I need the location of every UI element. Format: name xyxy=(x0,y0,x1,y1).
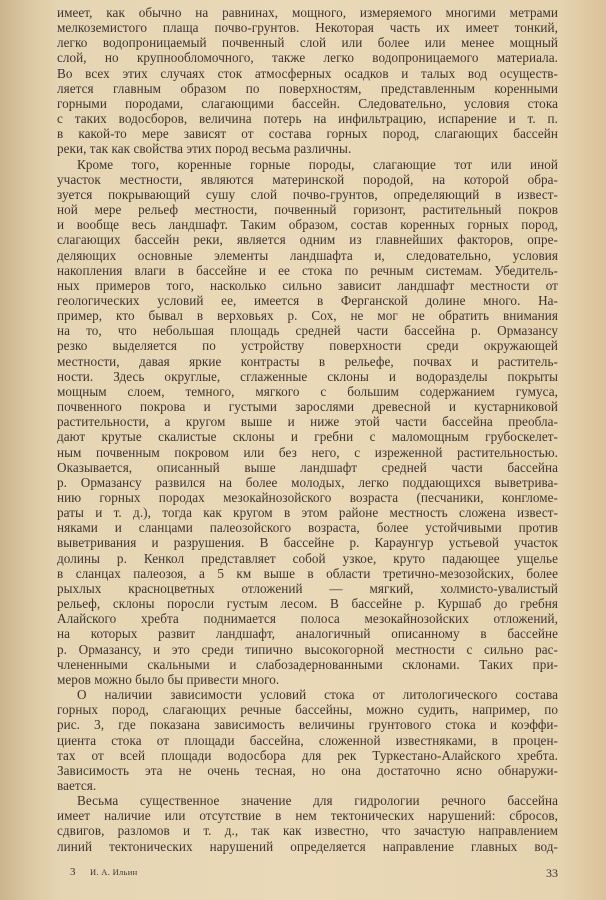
text-line: горными породами, слагающими бассейн. Следовательно, условия стока xyxy=(57,95,558,111)
text-line: ным почвенным покровом или без него, с изреженной растительностью. xyxy=(57,444,558,460)
text-line: Оказывается, описанный выше ландшафт средней части бассейна xyxy=(57,459,558,475)
text-line: долины р. Кенкол представляет собой узкое, круто падающее ущелье xyxy=(57,550,558,566)
text-line: Во всех этих случаях сток атмосферных осадков и талых вод осуществ- xyxy=(57,65,558,81)
text-line: накопления влаги в бассейне и ее стока по речным системам. Убедитель- xyxy=(57,262,558,278)
page-footer xyxy=(70,866,558,882)
text-line: меров можно было бы привести много. xyxy=(57,671,280,687)
text-line: с таких водосборов, величина потерь на инфильтрацию, испарение и т. п. xyxy=(57,111,558,127)
text-line: местности, давая яркие контрасты в рельефе, почвах и раститель- xyxy=(57,353,558,369)
text-line: рыхлых красноцветных отложений — мягкий, холмисто-увалистый xyxy=(57,580,558,596)
text-line: слагающих бассейн реки, является одним из главнейших факторов, опре- xyxy=(57,232,558,248)
paragraph xyxy=(57,687,558,793)
page-number: 33 xyxy=(546,866,558,880)
text-line: на которых развит ландшафт, аналогичный описанному в бассейне xyxy=(57,626,558,642)
text-line: растительности, а кругом выше и ниже этой части бассейна преобла- xyxy=(57,414,558,430)
author-name: И. А. Ильин xyxy=(90,867,138,877)
text-line: выветривания и разрушения. В бассейне р. Караунгур устьевой участок xyxy=(57,535,558,551)
text-line: сдвигов, разломов и т. д., так как известно, что зачастую направлением xyxy=(57,823,558,839)
paragraph xyxy=(57,793,558,854)
text-line: О наличии зависимости условий стока от литологического состава xyxy=(77,687,558,703)
signature-mark: 3 xyxy=(70,866,76,878)
text-line: члененными скальными и слабозадернованными склонами. Таких при- xyxy=(57,656,558,672)
text-line: геологических условий ее, имеется в Ферганской долине много. На- xyxy=(57,292,558,308)
paragraph xyxy=(57,5,558,157)
text-line: ной мере рельеф местности, почвенный горизонт, растительный покров xyxy=(57,202,558,218)
text-line: на то, что небольшая площадь средней части бассейна р. Ормазансу xyxy=(57,323,558,339)
text-line: зуется покрывающий сушу слой почво-грунтов, определяющий в извест- xyxy=(57,186,558,202)
text-line: почвенного покрова и густыми зарослями древесной и кустарниковой xyxy=(57,399,558,415)
text-line: Зависимость эта не очень тесная, но она достаточно ясно обнаружи- xyxy=(57,762,558,778)
text-line: ности. Здесь округлые, сглаженные склоны и водоразделы покрыты xyxy=(57,368,558,384)
text-line: горных пород, слагающих речные бассейны, можно судить, например, по xyxy=(57,702,558,718)
text-line: мощным слоем, темного, мягкого с большим содержанием гумуса, xyxy=(57,383,558,399)
text-line: раты и т. д.), тогда как кругом в этом районе местность сложена извест- xyxy=(57,505,558,521)
text-line: и вообще весь ландшафт. Таким образом, состав коренных горных пород, xyxy=(57,217,558,233)
text-line: р. Ормазансу, и это среди типично высокогорной местности с сильно рас- xyxy=(57,641,558,657)
text-line: ляется главным образом по поверхностям, представленным коренными xyxy=(57,80,558,96)
paragraph xyxy=(57,157,558,687)
text-line: легко водопроницаемый почвенный слой или более или менее мощный xyxy=(57,35,558,51)
text-line: в какой-то мере зависят от состава горных пород, слагающих бассейн xyxy=(57,126,558,142)
text-line: Алайского хребта поднимается полоса мезокайнозойских отложений, xyxy=(57,611,558,627)
text-line: имеет наличие или отсутствие в нем тектонических нарушений: сбросов, xyxy=(57,808,558,824)
text-line: тах от всей площади водосбора для рек Туркестано-Алайского хребта. xyxy=(57,747,558,763)
text-line: няками и сланцами палеозойского возраста, более устойчивыми против xyxy=(57,520,558,536)
text-line: Весьма существенное значение для гидрологии речного бассейна xyxy=(77,793,558,809)
text-line: Кроме того, коренные горные породы, слагающие тот или иной xyxy=(77,156,558,172)
text-line: рельеф, склоны поросли густым лесом. В бассейне р. Куршаб до гребня xyxy=(57,596,558,612)
text-line: вается. xyxy=(57,777,97,793)
text-line: резко выделяется по устройству поверхности среди окружающей xyxy=(57,338,558,354)
text-line: слой, но крупнообломочного, также легко водопроницаемого материала. xyxy=(57,50,558,66)
text-line: реки, так как свойства этих пород весьма различны. xyxy=(57,141,352,157)
text-line: р. Ормазансу развился на более молодых, легко поддающихся выветрива- xyxy=(57,474,558,490)
text-line: рис. 3, где показана зависимость величины грунтового стока и коэффи- xyxy=(57,717,558,733)
text-line: дают крутые скалистые склоны и гребни с маломощным грубоскелет- xyxy=(57,429,558,445)
text-line: циента стока от площади бассейна, сложенной известняками, в процен- xyxy=(57,732,558,748)
text-line: в сланцах палеозоя, а 5 км выше в области третично-мезозойских, более xyxy=(57,565,558,581)
text-line: линий тектонических нарушений определяется направление главных вод- xyxy=(57,838,558,854)
text-line: имеет, как обычно на равнинах, мощного, измеряемого многими метрами xyxy=(57,5,558,20)
text-line: ных примеров того, насколько сильно зависит ландшафт местности от xyxy=(57,277,558,293)
text-line: участок местности, являются материнской породой, на которой обра- xyxy=(57,171,558,187)
page-body xyxy=(57,5,558,854)
text-line: нию горных породах мезокайнозойского возраста (песчаники, конгломе- xyxy=(57,490,558,505)
text-line: пример, кто бывал в верховьях р. Сох, не мог не обратить внимания xyxy=(57,308,558,324)
text-line: деляющих основные элементы ландшафта и, следовательно, условия xyxy=(57,247,558,263)
text-line: мелкоземистого плаща почво-грунтов. Некоторая часть их имеет тонкий, xyxy=(57,20,558,36)
